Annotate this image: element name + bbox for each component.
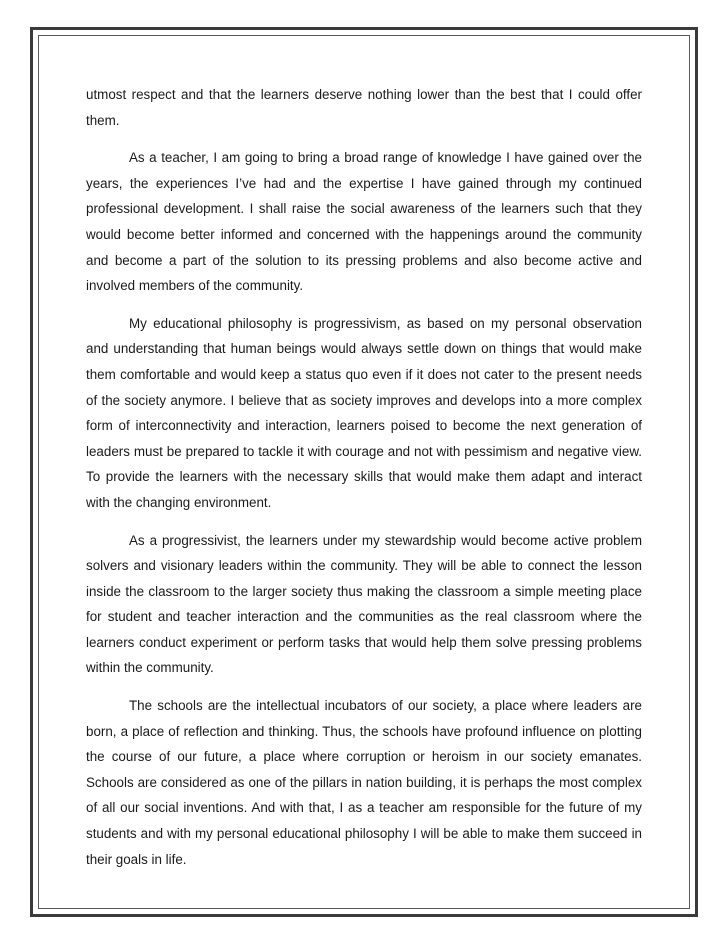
paragraph-teacher-knowledge: As a teacher, I am going to bring a broad range of knowledge I have gained over the years, the experiences I’ve had and the expertise I have gained through my continued professional development. I shall raise the social awareness of the learners such that they would become better informed and concerned with the happenings around the community and become a part of the solution to its pressing problems and also become active and involved members of the community. <box>86 150 642 294</box>
paragraph-progressivist-learners: As a progressivist, the learners under my stewardship would become active problem solvers and visionary leaders within the community. They will be able to connect the lesson inside the classroom to the larger society thus making the classroom a simple meeting place for student and teacher interaction and the communities as the real classroom where the learners conduct experiment or perform tasks that would help them solve pressing problems within the community. <box>86 532 642 676</box>
paragraph-progressivism: My educational philosophy is progressivism, as based on my personal observation and understanding that human beings would always settle down on things that would make them comfortable and would keep a status quo even if it does not cater to the present needs of the society anymore. I believe that as society improves and develops into a more complex form of interconnectivity and interaction, learners poised to become the next generation of leaders must be prepared to tackle it with courage and not with pessimism and negative view. To provide the learners with the necessary skills that would make them adapt and interact with the changing environment. <box>86 315 642 510</box>
paragraph-schools: The schools are the intellectual incubators of our society, a place where leaders are born, a place of reflection and thinking. Thus, the schools have profound influence on plotting the course of our future, a place where corruption or heroism in our society emanates. Schools are considered as one of the pillars in nation building, it is perhaps the most complex of all our social inventions. And with that, I as a teacher am responsible for the future of my students and with my personal educational philosophy I will be able to make them succeed in their goals in life. <box>86 698 642 867</box>
document-body <box>86 82 642 884</box>
paragraph-continuation: utmost respect and that the learners deserve nothing lower than the best that I could offer them. <box>86 87 642 128</box>
